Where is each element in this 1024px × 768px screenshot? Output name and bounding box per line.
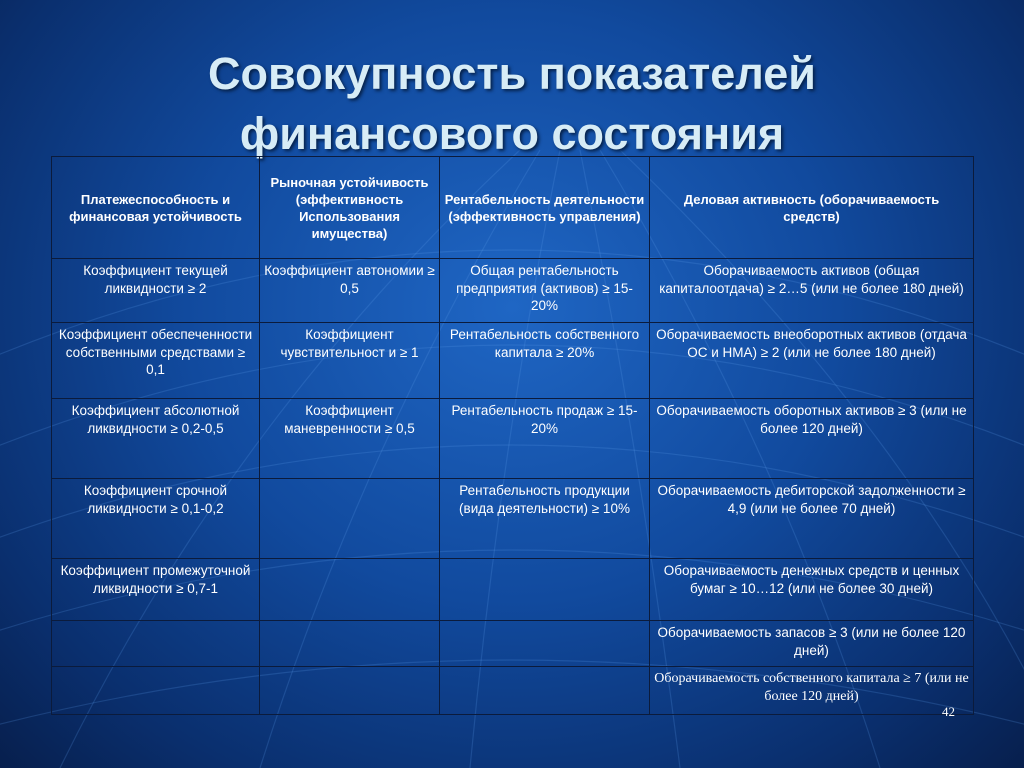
table-cell: Общая рентабельность предприятия (активов) ≥ 15-20% bbox=[440, 259, 650, 323]
table-row bbox=[52, 399, 974, 479]
table-cell: Коэффициент автономии ≥ 0,5 bbox=[260, 259, 440, 323]
table-cell: Оборачиваемость внеоборотных активов (отдача ОС и НМА) ≥ 2 (или не более 180 дней) bbox=[650, 323, 974, 399]
table-cell: Оборачиваемость дебиторской задолженности ≥ 4,9 (или не более 70 дней) bbox=[650, 479, 974, 559]
table-cell: Оборачиваемость оборотных активов ≥ 3 (или не более 120 дней) bbox=[650, 399, 974, 479]
header-market-stability: Рыночная устойчивость (эффективность Использования имущества) bbox=[260, 157, 440, 259]
table-cell bbox=[52, 621, 260, 667]
table-row bbox=[52, 323, 974, 399]
table-cell: Коэффициент обеспеченности собственными средствами ≥ 0,1 bbox=[52, 323, 260, 399]
table-cell: Рентабельность продукции (вида деятельности) ≥ 10% bbox=[440, 479, 650, 559]
header-business-activity: Деловая активность (оборачиваемость средств) bbox=[650, 157, 974, 259]
table-header-row bbox=[52, 157, 974, 259]
table-cell: Оборачиваемость запасов ≥ 3 (или не более 120 дней) bbox=[650, 621, 974, 667]
title-line-2: финансового состояния bbox=[239, 108, 785, 159]
title-line-1: Совокупность показателей bbox=[208, 48, 816, 99]
table-cell: Рентабельность продаж ≥ 15-20% bbox=[440, 399, 650, 479]
table-cell bbox=[260, 667, 440, 715]
header-profitability: Рентабельность деятельности (эффективность управления) bbox=[440, 157, 650, 259]
table-cell bbox=[260, 559, 440, 621]
table-row bbox=[52, 621, 974, 667]
table-cell bbox=[440, 621, 650, 667]
table-cell bbox=[440, 667, 650, 715]
table-cell: Коэффициент абсолютной ликвидности ≥ 0,2-0,5 bbox=[52, 399, 260, 479]
slide-title bbox=[0, 44, 1024, 164]
table-row bbox=[52, 559, 974, 621]
table-cell: Рентабельность собственного капитала ≥ 20% bbox=[440, 323, 650, 399]
table-cell: Оборачиваемость собственного капитала ≥ 7 (или не более 120 дней) bbox=[650, 667, 974, 715]
table-cell: Коэффициент чувствительност и ≥ 1 bbox=[260, 323, 440, 399]
table-cell: Коэффициент срочной ликвидности ≥ 0,1-0,2 bbox=[52, 479, 260, 559]
table-cell bbox=[260, 621, 440, 667]
table-cell: Оборачиваемость активов (общая капиталоотдача) ≥ 2…5 (или не более 180 дней) bbox=[650, 259, 974, 323]
financial-indicators-table bbox=[51, 156, 974, 715]
table-row bbox=[52, 667, 974, 715]
table-row bbox=[52, 479, 974, 559]
table-cell bbox=[52, 667, 260, 715]
table-cell: Коэффициент текущей ликвидности ≥ 2 bbox=[52, 259, 260, 323]
header-solvency: Платежеспособность и финансовая устойчивость bbox=[52, 157, 260, 259]
table-cell bbox=[260, 479, 440, 559]
table-row bbox=[52, 259, 974, 323]
table-cell bbox=[440, 559, 650, 621]
page-number: 42 bbox=[942, 704, 955, 719]
table-cell: Оборачиваемость денежных средств и ценных бумаг ≥ 10…12 (или не более 30 дней) bbox=[650, 559, 974, 621]
table-cell: Коэффициент промежуточной ликвидности ≥ 0,7-1 bbox=[52, 559, 260, 621]
table-cell: Коэффициент маневренности ≥ 0,5 bbox=[260, 399, 440, 479]
